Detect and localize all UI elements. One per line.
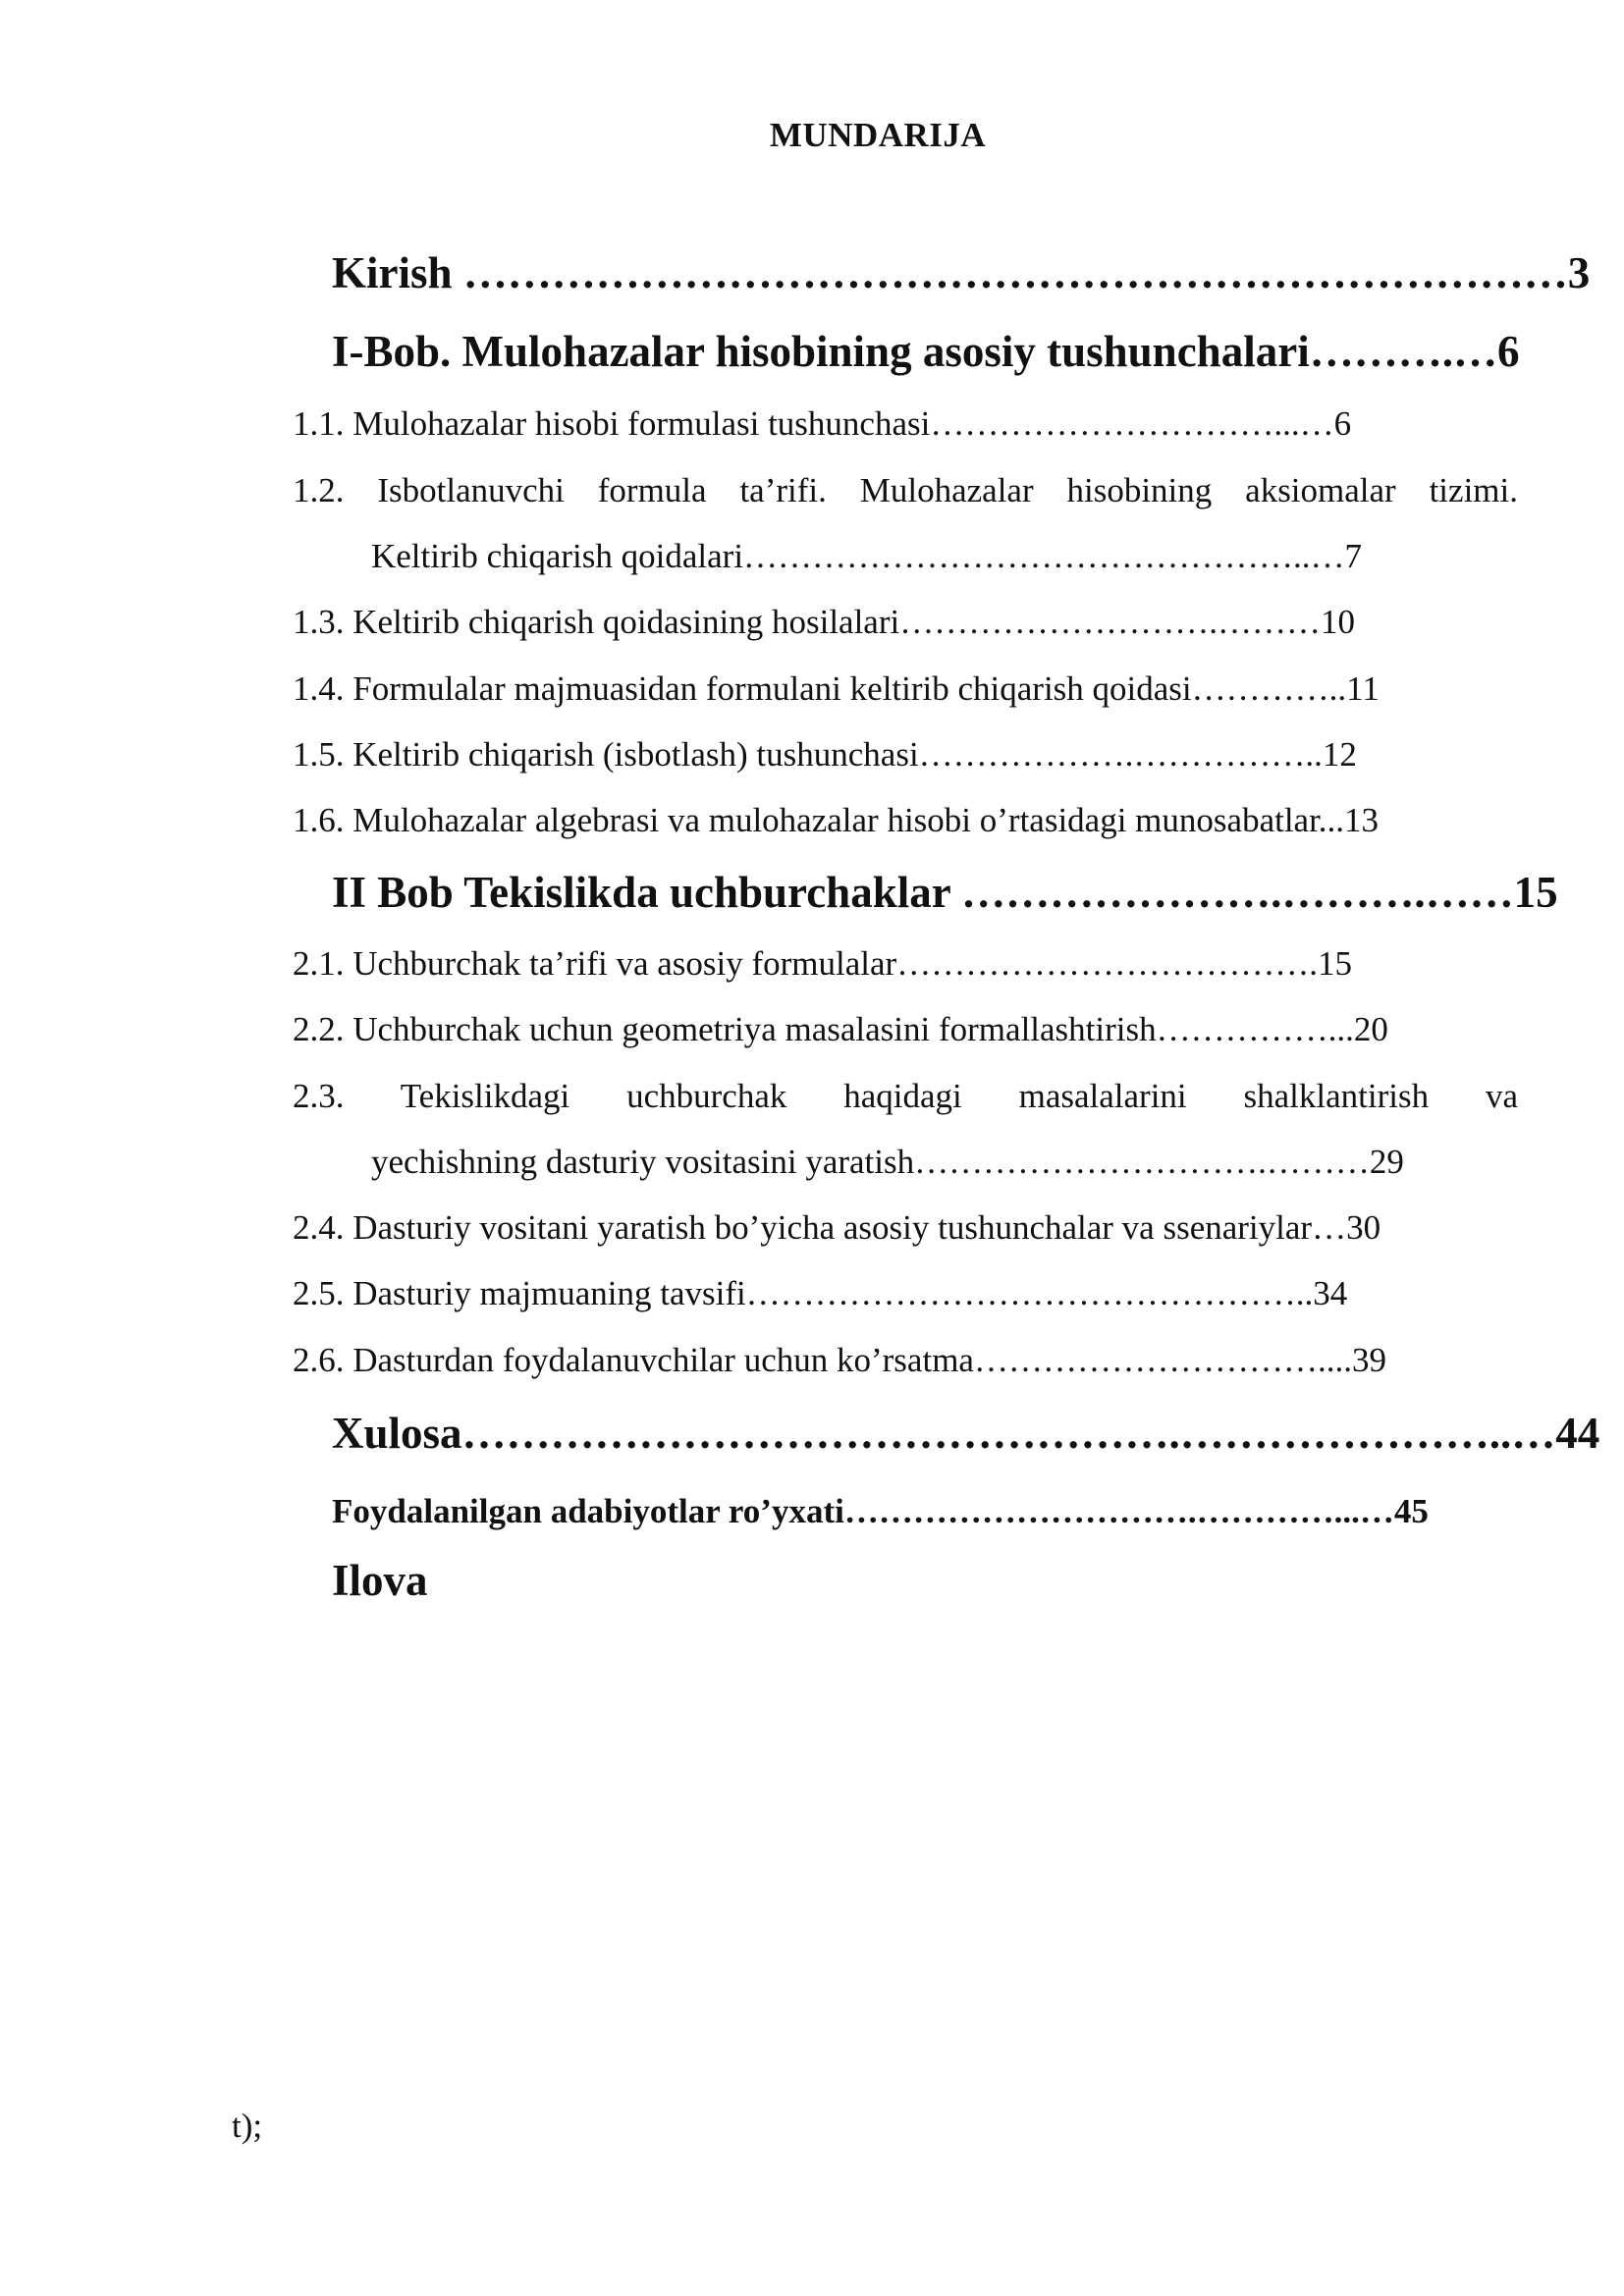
toc-entry-2-3-line1[interactable]: 2.3. Tekislikdagi uchburchak haqidagi masalalarini shalklantirish va: [293, 1077, 1518, 1115]
footer-text: t);: [232, 2107, 263, 2145]
toc-entry-chapter-2[interactable]: II Bob Tekislikda uchburchaklar ………………….……….……15: [332, 868, 1558, 917]
toc-entry-ilova[interactable]: Ilova: [332, 1556, 428, 1605]
toc-entry-2-1[interactable]: 2.1. Uchburchak ta’rifi va asosiy formulalar……………………………….15: [293, 944, 1352, 983]
toc-entry-2-4[interactable]: 2.4. Dasturiy vositani yaratish bo’yicha asosiy tushunchalar va ssenariylar…30: [293, 1208, 1381, 1247]
toc-entry-1-5[interactable]: 1.5. Keltirib chiqarish (isbotlash) tushunchasi……………….……………..12: [293, 735, 1357, 774]
toc-entry-1-2-line1[interactable]: 1.2. Isbotlanuvchi formula ta’rifi. Mulohazalar hisobining aksiomalar tizimi.: [293, 471, 1518, 509]
toc-entry-chapter-1[interactable]: I-Bob. Mulohazalar hisobining asosiy tushunchalari……….…6: [332, 327, 1520, 376]
toc-entry-1-6[interactable]: 1.6. Mulohazalar algebrasi va mulohazalar hisobi o’rtasidagi munosabatlar...13: [293, 801, 1380, 839]
toc-entry-1-4[interactable]: 1.4. Formulalar majmuasidan formulani keltirib chiqarish qoidasi…………..11: [293, 669, 1380, 708]
toc-entry-1-2-line2[interactable]: Keltirib chiqarish qoidalari…………………………………………..…7: [371, 537, 1363, 575]
toc-entry-1-3[interactable]: 1.3. Keltirib chiqarish qoidasining hosilalari……………………….………10: [293, 603, 1355, 641]
toc-entry-2-5[interactable]: 2.5. Dasturiy majmuaning tavsifi…………………………………………..34: [293, 1274, 1348, 1312]
toc-entry-kirish[interactable]: Kirish …………………………………………………………………3: [332, 248, 1591, 297]
toc-entry-2-2[interactable]: 2.2. Uchburchak uchun geometriya masalasini formallashtirish……………...20: [293, 1010, 1388, 1048]
toc-entry-2-3-line2[interactable]: yechishning dasturiy vositasini yaratish………………………….………29: [371, 1143, 1404, 1181]
toc-entry-2-6[interactable]: 2.6. Dasturdan foydalanuvchilar uchun ko’rsatma…………………………....39: [293, 1341, 1386, 1379]
page-title: MUNDARIJA: [769, 116, 987, 154]
toc-entry-bibliography[interactable]: Foydalanilgan adabiyotlar ro’yxati………………………….…………...…45: [332, 1492, 1429, 1530]
toc-entry-xulosa[interactable]: Xulosa………………………………………….…………………..…44: [332, 1409, 1600, 1458]
toc-entry-1-1[interactable]: 1.1. Mulohazalar hisobi formulasi tushunchasi…………………………...…6: [293, 404, 1352, 443]
